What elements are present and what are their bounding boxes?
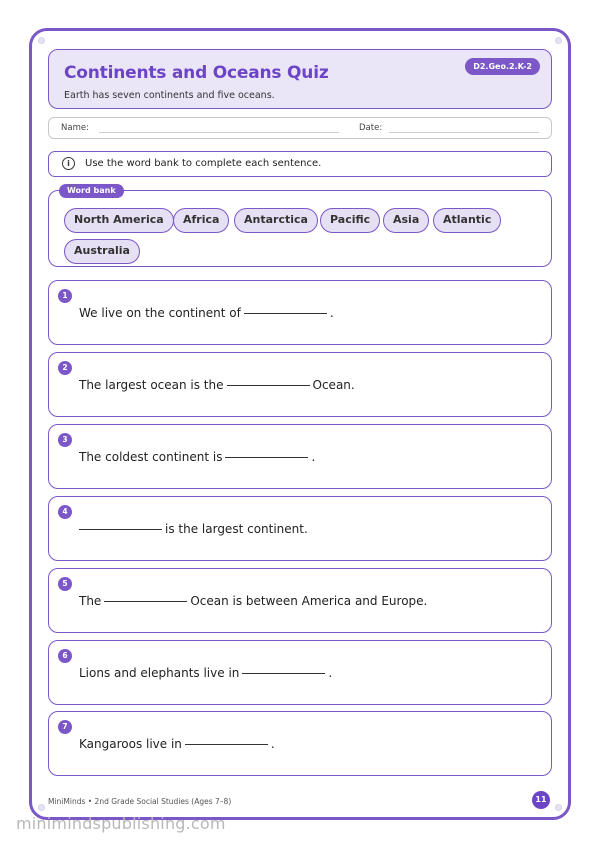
answer-blank[interactable] (79, 529, 162, 530)
question-number: 2 (58, 361, 72, 375)
sentence-end: . (328, 666, 333, 680)
question-number: 1 (58, 289, 72, 303)
quiz-header (48, 49, 552, 109)
word-chip[interactable]: Australia (64, 239, 140, 264)
question-card (48, 352, 552, 417)
question-text (79, 450, 315, 464)
question-number: 3 (58, 433, 72, 447)
sentence-end: . (329, 306, 334, 320)
sentence-start: Kangaroos live in (79, 737, 182, 751)
standard-code-badge: D2.Geo.2.K-2 (465, 58, 540, 75)
question-card (48, 424, 552, 489)
sentence-start: The coldest continent is (79, 450, 223, 464)
question-text (79, 737, 275, 751)
question-card (48, 568, 552, 633)
question-text (79, 594, 427, 608)
question-text (79, 378, 355, 392)
word-chip[interactable]: Africa (173, 208, 229, 233)
page-number: 11 (532, 791, 550, 809)
question-text (79, 666, 332, 680)
name-label: Name: (61, 123, 89, 133)
sentence-end: Ocean. (312, 378, 355, 392)
page-subtitle: Earth has seven continents and five oceans. (64, 90, 275, 101)
answer-blank[interactable] (185, 744, 268, 745)
info-icon: i (62, 157, 75, 170)
answer-blank[interactable] (242, 673, 325, 674)
sentence-start: Lions and elephants live in (79, 666, 240, 680)
question-number: 4 (58, 505, 72, 519)
instruction-box (48, 151, 552, 177)
date-field[interactable] (389, 132, 539, 133)
sentence-end: . (270, 737, 275, 751)
word-chip[interactable]: North America (64, 208, 174, 233)
question-text (79, 522, 308, 536)
word-bank (48, 186, 552, 267)
watermark: minimindspublishing.com (16, 814, 226, 833)
footer-text: MiniMinds • 2nd Grade Social Studies (Ages 7–8) (48, 797, 232, 806)
corner-dot (38, 37, 45, 44)
sentence-start: We live on the continent of (79, 306, 241, 320)
word-chip[interactable]: Pacific (320, 208, 380, 233)
page-title: Continents and Oceans Quiz (64, 63, 329, 83)
answer-blank[interactable] (104, 601, 187, 602)
instruction-text: Use the word bank to complete each sentence. (85, 158, 322, 169)
word-bank-label: Word bank (59, 184, 124, 198)
corner-dot (555, 37, 562, 44)
question-card (48, 496, 552, 561)
sentence-end: Ocean is between America and Europe. (190, 594, 428, 608)
answer-blank[interactable] (227, 385, 310, 386)
question-text (79, 306, 334, 320)
sentence-start: The largest ocean is the (79, 378, 224, 392)
answer-blank[interactable] (244, 313, 327, 314)
corner-dot (38, 804, 45, 811)
question-number: 5 (58, 577, 72, 591)
name-field[interactable] (99, 132, 339, 133)
sentence-start: The (79, 594, 102, 608)
word-chip[interactable]: Antarctica (234, 208, 318, 233)
word-chip[interactable]: Atlantic (433, 208, 501, 233)
sentence-end: is the largest continent. (165, 522, 308, 536)
corner-dot (555, 804, 562, 811)
name-date-row (48, 117, 552, 139)
word-chip[interactable]: Asia (383, 208, 429, 233)
question-number: 7 (58, 720, 72, 734)
answer-blank[interactable] (225, 457, 308, 458)
question-number: 6 (58, 649, 72, 663)
question-card (48, 280, 552, 345)
question-card (48, 640, 552, 705)
question-card (48, 711, 552, 776)
sentence-end: . (311, 450, 316, 464)
date-label: Date: (359, 123, 383, 133)
